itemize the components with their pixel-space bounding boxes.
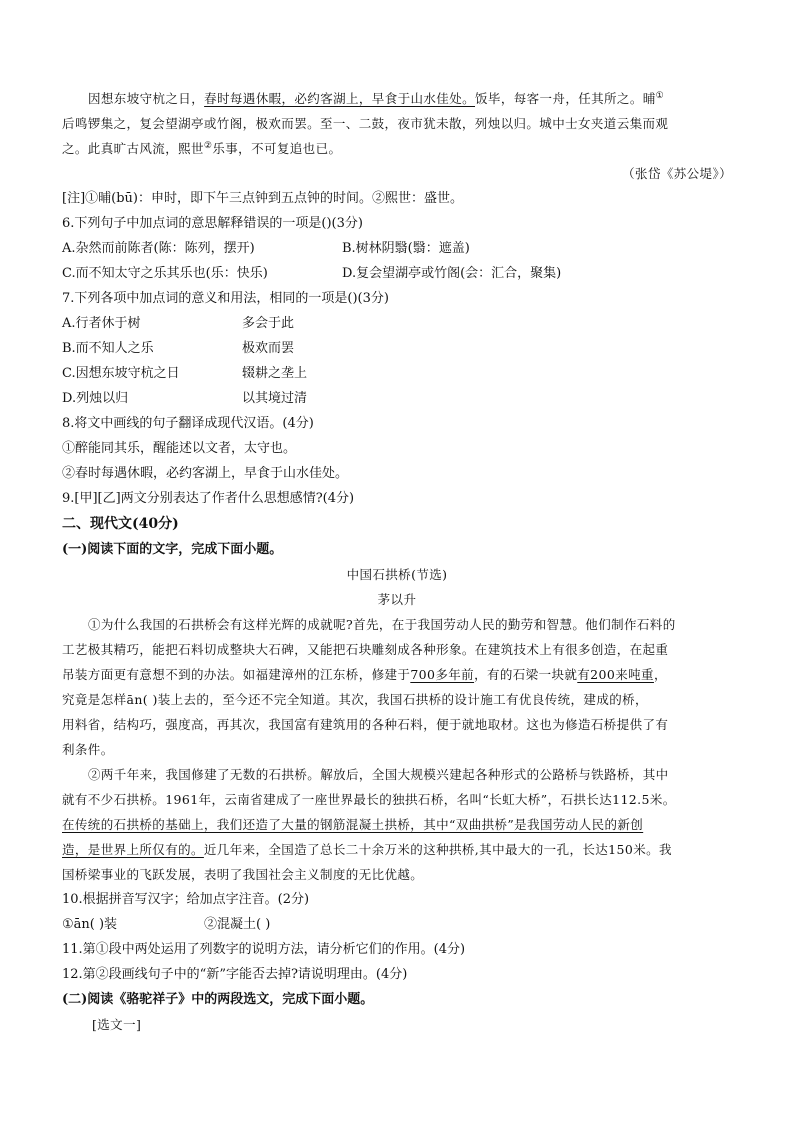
option-b: B.树林阴翳(翳：遮盖) — [342, 241, 470, 256]
option-a-left: A.行者休于树 — [62, 316, 141, 331]
passage-text: 因想东坡守杭之日， — [88, 91, 205, 106]
option-b-right: 极欢而罢 — [242, 341, 295, 356]
underlined-sentence: 造，是世界上所仅有的。 — [62, 842, 204, 857]
question-7-option-d — [62, 386, 732, 411]
option-a: A.杂然而前陈者(陈：陈列，摆开) — [62, 241, 255, 256]
question-7-stem: 7.下列各项中加点词的意义和用法，相同的一项是()(3分) — [62, 291, 389, 306]
question-12-stem: 12.第②段画线句子中的“新”字能否去掉?请说明理由。(4分) — [62, 967, 408, 982]
question-9-stem: 9.[甲][乙]两文分别表达了作者什么思想感情?(4分) — [62, 491, 355, 506]
question-11-stem: 11.第①段中两处运用了列数字的说明方法，请分析它们的作用。(4分) — [62, 942, 466, 957]
article-text: 近几年来，全国造了总长二十余万米的这种拱桥,其中最大的一孔，长达150米。我 — [203, 842, 672, 857]
article-text: ， — [653, 667, 667, 682]
question-6-options-row1 — [62, 236, 732, 261]
underlined-sentence: 春时每遇休暇，必约客湖上，早食于山水佳处。 — [204, 91, 476, 106]
question-7-option-b — [62, 336, 732, 361]
article-p1-line: 利条件。 — [62, 742, 114, 757]
article-p2-line: ②两千年来，我国修建了无数的石拱桥。解放后，全国大规模兴建起各种形式的公路桥与铁路桥，其中 — [88, 767, 669, 782]
underlined-number: 有200来吨重 — [577, 667, 654, 682]
exam-page — [62, 86, 732, 1037]
option-b-left: B.而不知人之乐 — [62, 341, 154, 356]
question-6-stem: 6.下列句子中加点词的意思解释错误的一项是()(3分) — [62, 216, 363, 231]
passage-line-3 — [62, 136, 732, 161]
option-c-left: C.因想东坡守杭之日 — [62, 366, 180, 381]
option-d-right: 以其境过清 — [242, 391, 308, 406]
subsection-heading-2: (二)阅读《骆驼祥子》中的两段选文，完成下面小题。 — [62, 992, 374, 1007]
article-author: 茅以升 — [377, 592, 417, 607]
passage-source: （张岱《苏公堤》） — [622, 166, 732, 181]
option-d-left: D.列烛以归 — [62, 391, 129, 406]
article-p2-line: 国桥梁事业的飞跃发展，表明了我国社会主义制度的无比优越。 — [62, 867, 424, 882]
passage-text: 之。此真旷古风流，熙世 — [62, 141, 204, 156]
question-10-stem: 10.根据拼音写汉字；给加点字注音。(2分) — [62, 892, 310, 907]
footnote-marker: ① — [655, 90, 665, 101]
article-p2-underlined-line: 在传统的石拱桥的基础上，我们还造了大量的钢筋混凝土拱桥，其中“双曲拱桥”是我国劳动人民的新创 — [62, 817, 644, 832]
article-text: 吊装方面更有意想不到的办法。如福建漳州的江东桥，修建于 — [62, 667, 411, 682]
subsection-heading: (一)阅读下面的文字，完成下面小题。 — [62, 542, 283, 557]
excerpt-label: [选文一] — [92, 1017, 142, 1032]
article-p2-line: 就有不少石拱桥。1961年，云南省建成了一座世界最长的独拱石桥，名叫“长虹大桥”，石拱长达112.5米。 — [62, 792, 676, 807]
question-7-option-a — [62, 311, 732, 336]
article-text: ，有的石梁一块就 — [474, 667, 578, 682]
question-10-items — [62, 912, 732, 937]
passage-line-2: 后鸣锣集之，复会望湖亭或竹阁，极欢而罢。至一、二鼓，夜市犹未散，列烛以归。城中士女夹道云集而观 — [62, 116, 669, 131]
option-c-right: 辍耕之垄上 — [242, 366, 308, 381]
article-p1-line: 工艺极其精巧，能把石料切成整块大石碑，又能把石块雕刻成各种形象。在建筑技术上有很多创造，在起重 — [62, 642, 669, 657]
article-p1-line: ①为什么我国的石拱桥会有这样光辉的成就呢?首先，在于我国劳动人民的勤劳和智慧。他们制作石料的 — [88, 617, 676, 632]
question-8-stem: 8.将文中画线的句子翻译成现代汉语。(4分) — [62, 416, 314, 431]
footnote-marker: ② — [203, 140, 213, 151]
question-6-options-row2 — [62, 261, 732, 286]
option-d: D.复会望湖亭或竹阁(会：汇合，聚集) — [342, 266, 562, 281]
phonetic-item: ②混凝土( ) — [204, 917, 271, 932]
article-p1-line: 究竟是怎样ān( )装上去的，至今还不完全知道。其次，我国石拱桥的设计施工有优良传统，建成的桥， — [62, 692, 648, 707]
question-7-option-c — [62, 361, 732, 386]
article-p1-line: 用料省，结构巧，强度高，再其次，我国富有建筑用的各种石料，便于就地取材。这也为修造石桥提供了有 — [62, 717, 669, 732]
option-a-right: 多会于此 — [242, 316, 295, 331]
passage-text: 饭毕，每客一舟，任其所之。晡 — [475, 91, 656, 106]
underlined-number: 700多年前 — [410, 667, 475, 682]
question-8-sentence-1: ①醉能同其乐，醒能述以文者，太守也。 — [62, 441, 297, 456]
question-8-sentence-2: ②春时每遇休暇，必约客湖上，早食于山水佳处。 — [62, 466, 349, 481]
pinyin-item: ①ān( )装 — [62, 917, 118, 932]
section-heading: 二、现代文(40分) — [62, 516, 179, 532]
article-title: 中国石拱桥(节选) — [346, 567, 448, 582]
passage-line-1 — [62, 86, 732, 111]
passage-text: 乐事，不可复追也已。 — [212, 141, 342, 156]
article-p1-line — [62, 662, 732, 687]
article-p2-line — [62, 837, 732, 862]
annotation-note: [注]①晡(bū)：申时，即下午三点钟到五点钟的时间。②熙世：盛世。 — [62, 191, 463, 206]
option-c: C.而不知太守之乐其乐也(乐：快乐) — [62, 266, 268, 281]
